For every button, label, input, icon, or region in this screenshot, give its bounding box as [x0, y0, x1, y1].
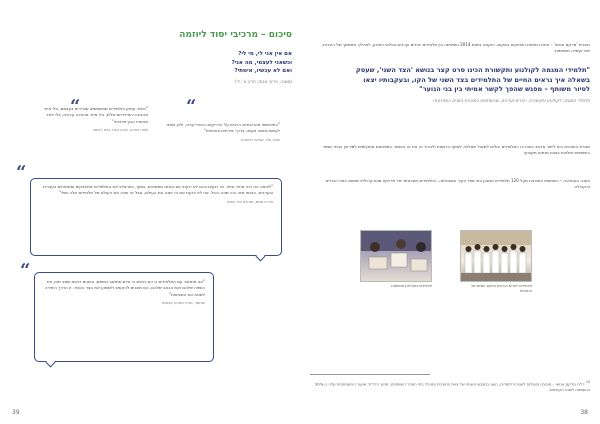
bubble-text: "ליוזמה הזו היה מחיר אישי. היו רגעים בהם לא ידעתי אם אנחנו ממשיכים. בסוף, כשראיתי את התלמידים מתחבקים ומשוחחים בעברית ובערבית, הבנתי שזה היה שווה הכול. אני לא יודעת אם זה ישנה את העולם, אבל זה שינה את העולם של תלמידים אלה ושלי"	[42, 184, 273, 196]
quote-mark-icon: “	[186, 96, 197, 117]
photo-students-activity	[360, 230, 432, 282]
highlight-quote	[350, 66, 590, 105]
footnote	[308, 380, 590, 392]
right-page	[300, 0, 600, 424]
highlight-quote-cite: תלמידי המגמה לקולנוע ותקשורת, יהודים וערבים, שהשתתפו בתוכנית בשנים האחרונות	[432, 98, 590, 104]
bubble-tail	[256, 252, 266, 262]
bubble-attribution: עומר וגיל, שחקני תיאטרון	[240, 137, 280, 142]
quote-bubble	[42, 106, 148, 166]
footnote-text: דו"ח מרקם אנושי – סיכום הפעילות לשנת הלימודים, הוצג במפגש השנתי של צוות התוכנית ומנהלי בתי הספר השותפים. מתוך הדו"ח: שיעור ההשתתפות עלה ב-30% בהשוואה לשנה הקודמת.	[314, 381, 590, 392]
body-paragraph-2	[310, 178, 590, 191]
page-number-right: 38	[580, 409, 588, 416]
body-paragraph-2-text: בשנה האחרונה – השתתפו בתוכנית מעל 120 תלמידים ממגוון בתי ספר בעיר ובסביבתה. התלמידים מתכננים יחד פרויקט סיום קהילתי שמוצג בפני ההורים והקהילה.	[325, 178, 590, 190]
quote-bubble	[158, 122, 280, 160]
quote-bubble	[34, 272, 214, 362]
bubble-text: "חיבור עמוק ותלמידים שמשמשים שגרירים בעצמם, בלי פחד מהבינה יהודית-ישראלית, בלי פחד מהבינה ערבית, בלי פחד מהשיח הבין-תרבותי"	[43, 106, 148, 124]
bubble-attribution: שאדי צאדק, מורה וחבר צוות היוזמה	[92, 128, 148, 133]
footnote-number: 10	[585, 380, 590, 384]
bubble-tail	[46, 358, 56, 368]
bubble-text: "התייאשתי מהדיבורים הרבים על הדו-קיום היהודי-ערבי, ולכן ניסינו לעשות משהו מעשי, בדרך יצירתית וחווייתית"	[166, 122, 280, 134]
top-quote-box	[180, 50, 292, 84]
top-quote-line: וכשאני לעצמי, מה אני?	[231, 59, 292, 66]
highlight-quote-text: "תלמידי המגמה לקולנוע ותקשורת הכינו סרט קצר בנושא 'הצד השני', שעסק בשאלה איך נראים החיים של התלמידים בצד השני של הקו, ובעקבותיו יצאו לסיור משותף – מפגש שהפך לקשר אמיתי בין בני הנוער"	[355, 66, 590, 94]
bubble-attribution: מוחמד, מורה ומנחה קבוצות	[161, 301, 205, 306]
top-quote-cite: (משנה, פרקי אבות, פרק א', יד)	[234, 78, 292, 84]
footnote-divider	[310, 374, 430, 375]
top-quote-line: ואם לא עכשיו, אימתי?	[234, 68, 292, 74]
bubble-attribution: אורית שמש, מנהלת בית הספר	[226, 199, 273, 204]
quote-mark-icon: “	[16, 162, 27, 183]
photo-caption: תלמידים יהודים וערבים בטקס הסיום של התוכנית	[470, 284, 532, 293]
quote-mark-icon: “	[20, 260, 31, 281]
page-number-left: 39	[12, 409, 20, 416]
bubble-text: "אני מתחבר עם התלמידים כי הם רואים בי אדם שחושב כמותם, וכשהם רואים שאני מבין את השפה שלהם ואת הכאב שלהם, הם מוכנים להקשיב ולשמוע את הצד האחר. זו הדרך היחידה לשנות את המציאות"	[44, 279, 205, 297]
quote-bubble	[30, 178, 282, 256]
photo-caption: תלמידים בפעילות משותפת	[391, 284, 432, 288]
body-paragraph: מטרת התוכנית היא לייצר מרחב בטוח בו התלמידים יכולים לשאול שאלות, לשתף ברגשות ולהכיר זה את זה באמת. המפגשים מתקיימים לסירוגין בבתי הספר השותפים ומלווים בצוות מנחים מקצועי.	[322, 144, 590, 156]
top-quote-line: אם אין אני לי, מי לי?	[238, 51, 292, 57]
section-title: סיכום – מרכיבי יסוד ליוזמה	[179, 30, 292, 40]
intro-paragraph: תוכנית 'מרקם אנושי' – אחת היוזמות הוותיקות במקום. הוקמה בשנת 2014 ומפגישה בין תלמידים יהודים וערבים בגילאי התיכון, לתהליך מתמשך של היכרות, שיח ועשייה משותפת.	[321, 42, 590, 54]
photo-students-ceremony	[460, 230, 532, 282]
